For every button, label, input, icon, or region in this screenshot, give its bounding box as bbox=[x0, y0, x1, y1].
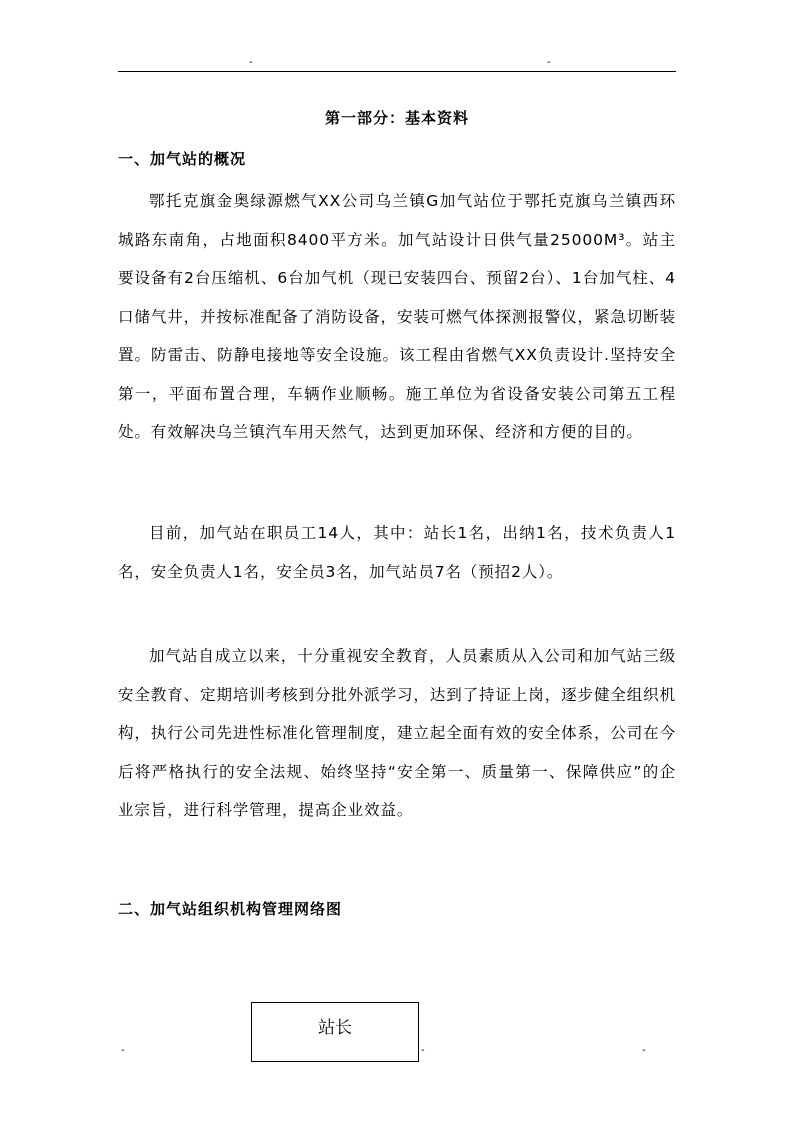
header-rule bbox=[118, 71, 676, 72]
footer-left-mark: - bbox=[121, 1045, 125, 1056]
paragraph-staff: 目前，加气站在职员工14人，其中：站长1名，出纳1名，技术负责人1名，安全负责人1名，安全员3名，加气站员7名（预招2人）。 bbox=[118, 524, 676, 581]
page-title: 第一部分：基本资料 bbox=[324, 109, 469, 127]
paragraph-safety: 加气站自成立以来，十分重视安全教育，人员素质从入公司和加气站三级安全教育、定期培训考核到分批外派学习，达到了持证上岗，逐步健全组织机构，执行公司先进性标准化管理制度，建立起全面有效的安全体系，公司在今后将严格执行的安全法规、始终坚持“安全第一、质量第一、保障供应”的企业宗旨，进行科学管理，提高企业效益。 bbox=[118, 647, 676, 819]
footer-right-mark: - bbox=[642, 1045, 646, 1056]
header-left-mark: - bbox=[249, 57, 253, 68]
header-right-mark: - bbox=[547, 57, 551, 68]
section-heading-org-chart: 二、加气站组织机构管理网络图 bbox=[118, 900, 343, 918]
footer-center-mark: - bbox=[421, 1045, 425, 1056]
section-heading-overview: 一、加气站的概况 bbox=[118, 150, 247, 168]
org-chart-node-station-master: 站长 bbox=[251, 1002, 419, 1062]
paragraph-overview: 鄂托克旗金奥绿源燃气XX公司乌兰镇G加气站位于鄂托克旗乌兰镇西环城路东南角，占地面积8400平方米。加气站设计日供气量25000M³。站主要设备有2台压缩机、6台加气机（现已安装四台、预留2台）、1台加气柱、4口储气井，并按标准配备了消防设备，安装可燃气体探测报警仪，紧急切断装置。防雷击、防静电接地等安全设施。该工程由省燃气XX负责设计.坚持安全第一，平面布置合理，车辆作业顺畅。施工单位为省设备安装公司第五工程处。有效解决乌兰镇汽车用天然气，达到更加环保、经济和方便的目的。 bbox=[118, 192, 676, 441]
